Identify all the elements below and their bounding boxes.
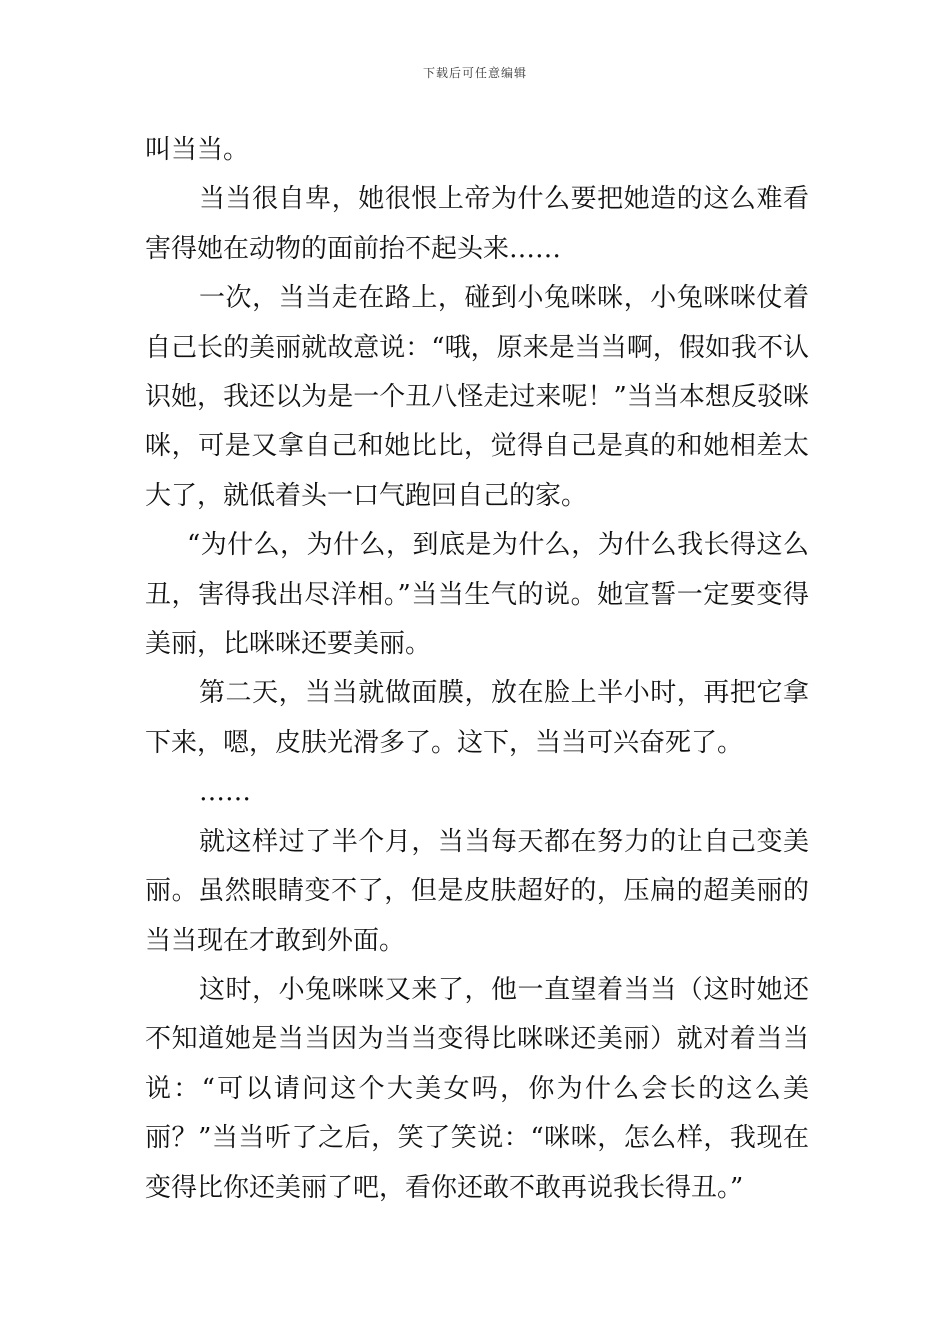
paragraph: 一次，当当走在路上，碰到小兔咪咪，小兔咪咪仗着自己长的美丽就故意说：“哦，原来是当当啊，假如我不认识她，我还以为是一个丑八怪走过来呢！”当当本想反驳咪咪，可是又拿自己和她比比，觉得自己是真的和她相差太大了，就低着头一口气跑回自己的家。 [145, 283, 809, 511]
paragraph-ellipsis: …… [199, 777, 251, 808]
paragraph: 当当很自卑，她很恨上帝为什么要把她造的这么难看害得她在动物的面前抬不起头来…… [145, 184, 809, 264]
paragraph: 这时，小兔咪咪又来了，他一直望着当当（这时她还不知道她是当当因为当当变得比咪咪还美丽）就对着当当说：“可以请问这个大美女吗，你为什么会长的这么美丽？”当当听了之后，笑了笑说：“咪咪，怎么样，我现在变得比你还美丽了吧，看你还敢不敢再说我长得丑。” [145, 974, 809, 1203]
page-header: 下载后可任意编辑 [422, 66, 527, 80]
paragraph: 第二天，当当就做面膜，放在脸上半小时，再把它拿下来，嗯，皮肤光滑多了。这下，当当可兴奋死了。 [145, 678, 809, 758]
paragraph: “为什么，为什么，到底是为什么，为什么我长得这么丑，害得我出尽洋相。”当当生气的说。她宣誓一定要变得美丽，比咪咪还要美丽。 [145, 530, 809, 660]
paragraph-continuation: 叫当当。 [145, 135, 250, 165]
paragraph: 就这样过了半个月，当当每天都在努力的让自己变美丽。虽然眼睛变不了，但是皮肤超好的，压扁的超美丽的当当现在才敢到外面。 [145, 826, 809, 956]
story-body [145, 126, 809, 1213]
